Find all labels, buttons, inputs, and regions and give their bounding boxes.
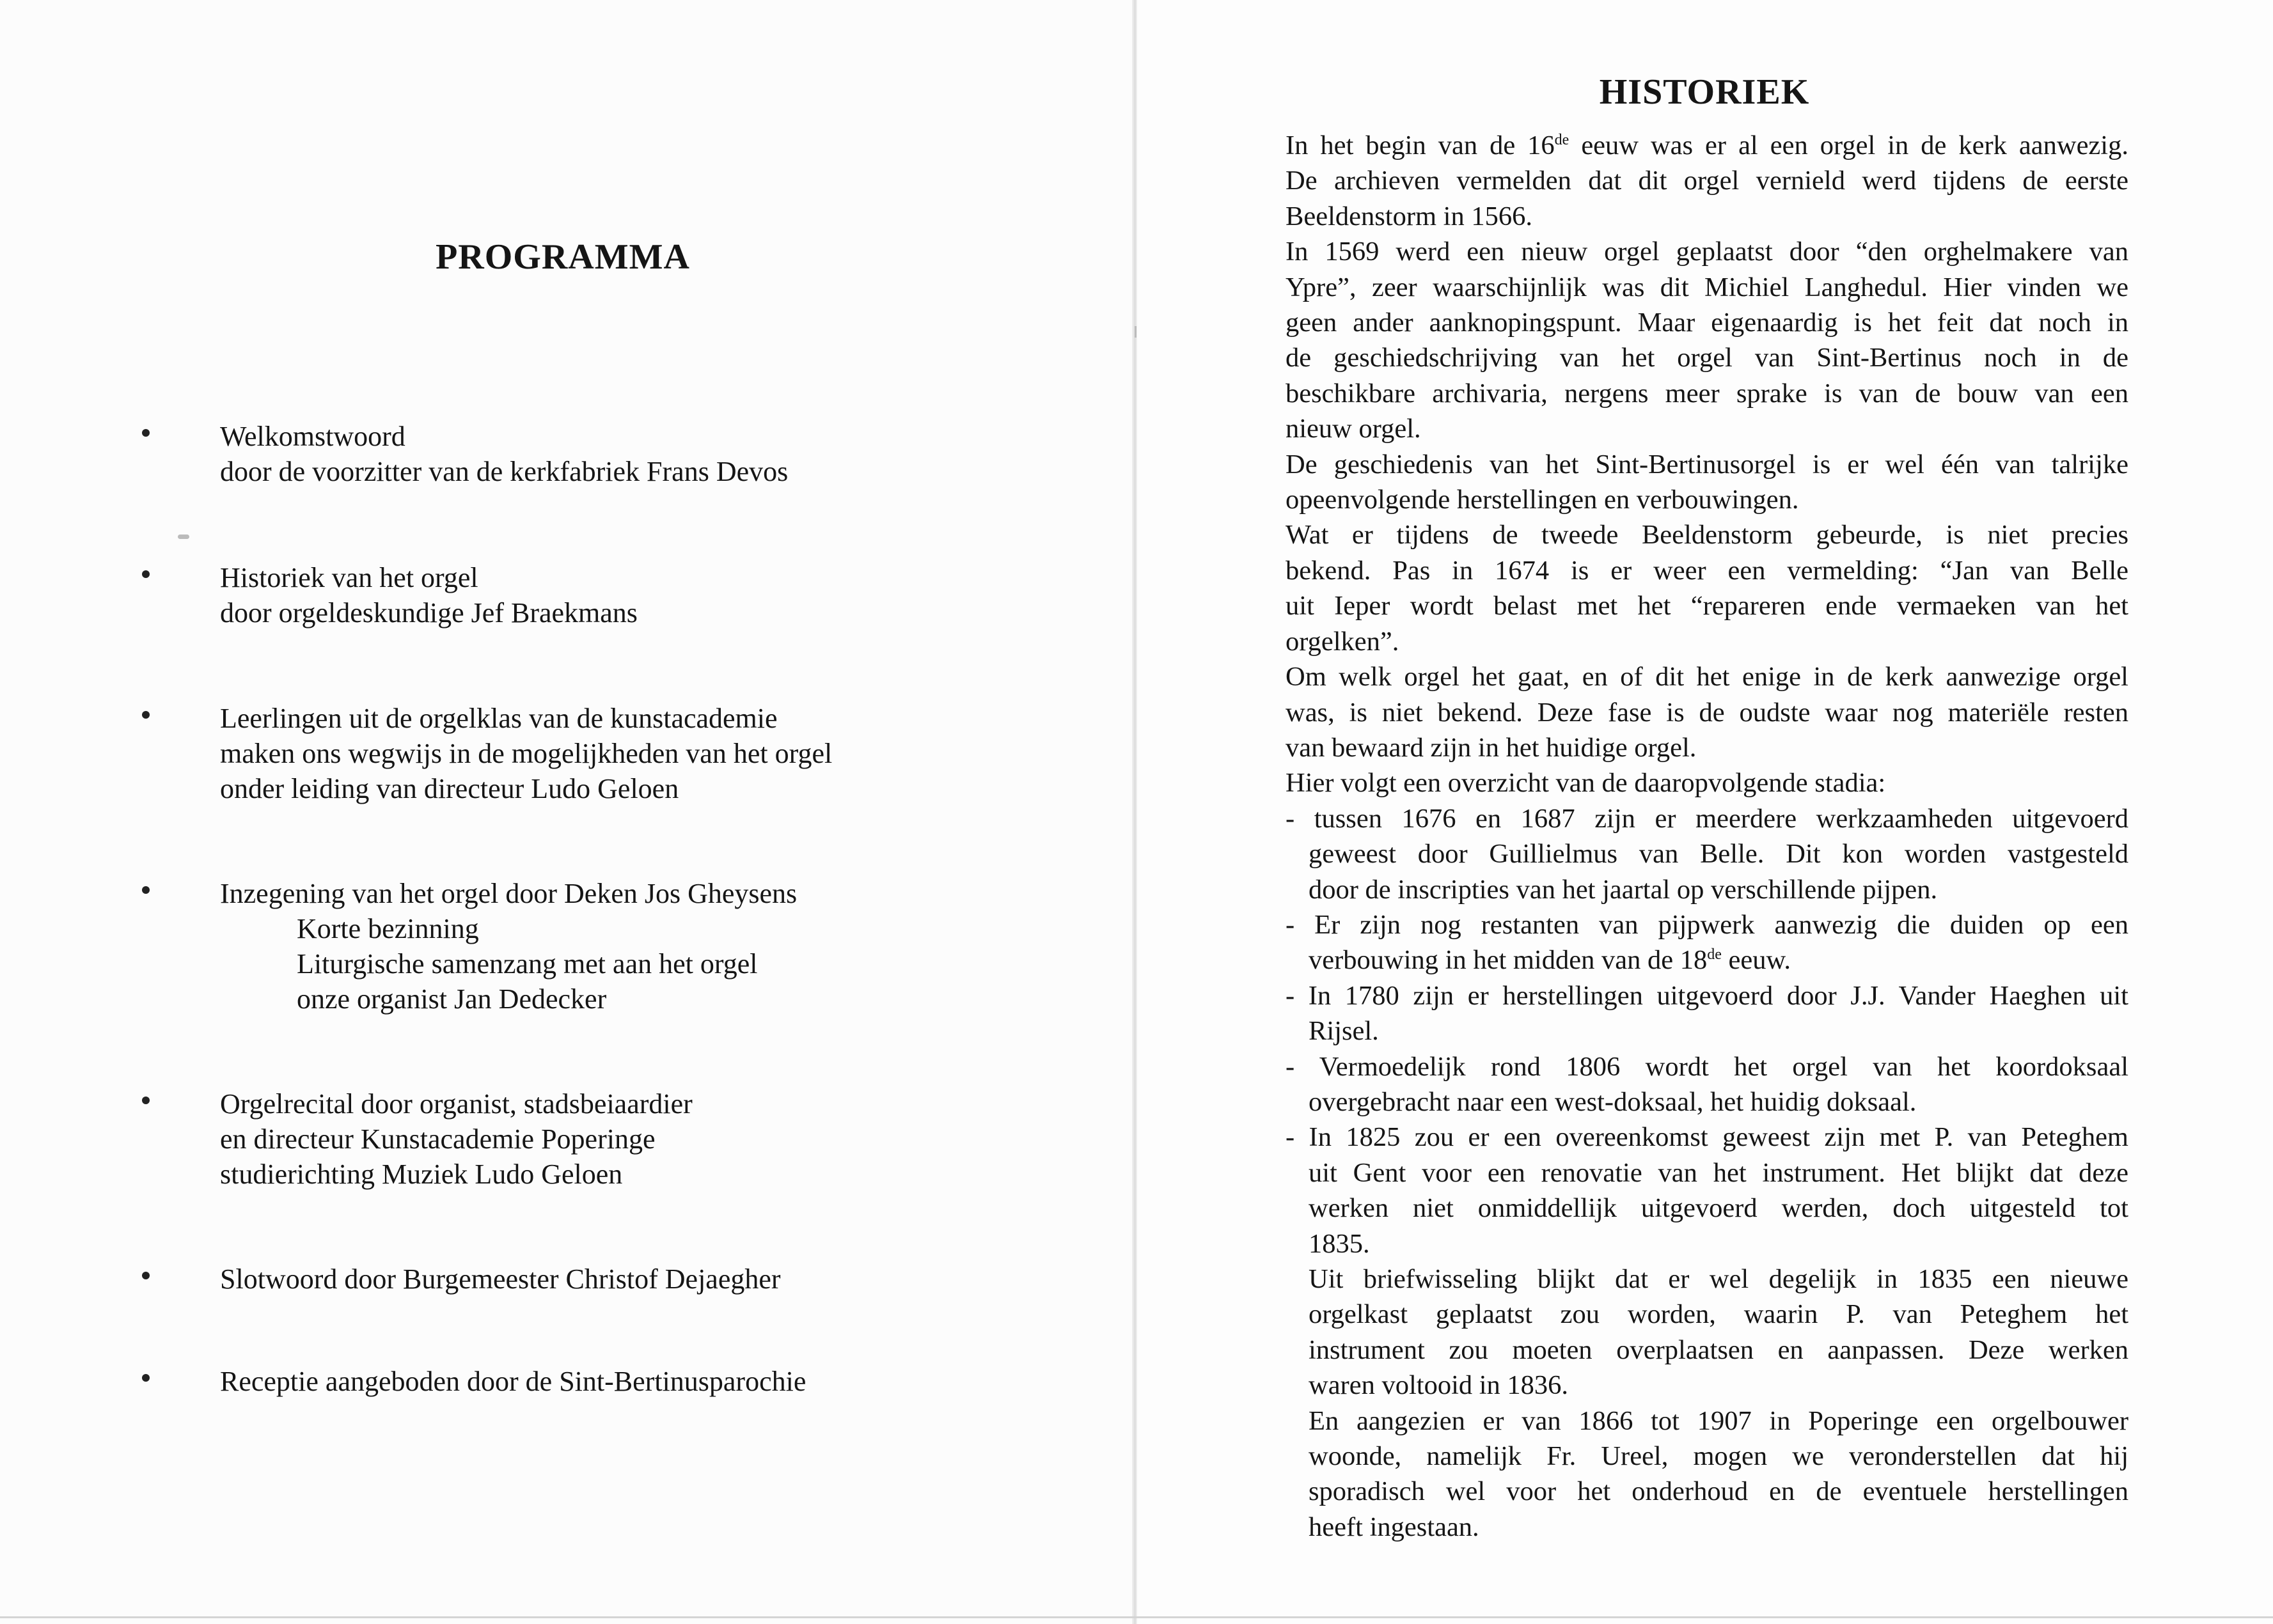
programma-item-line: onze organist Jan Dedecker (297, 983, 607, 1015)
bullet-icon (142, 1097, 150, 1104)
programma-item-welkomstwoord (142, 419, 1101, 489)
historiek-line: geweest door Guillielmus van Belle. Dit kon worden vastgesteld (1309, 839, 2128, 870)
historiek-line: 1835. (1309, 1228, 1370, 1259)
historiek-line: - Vermoedelijk rond 1806 wordt het orgel van het koordoksaal (1286, 1051, 2128, 1082)
historiek-line: bekend. Pas in 1674 is er weer een vermelding: “Jan van Belle (1286, 555, 2128, 586)
historiek-line: uit Gent voor een renovatie van het instrument. Het blijkt dat deze (1309, 1157, 2128, 1188)
programma-list (0, 0, 1132, 1624)
historiek-line: van bewaard zijn in het huidige orgel. (1286, 732, 1697, 763)
programma-item-line: en directeur Kunstacademie Poperinge (220, 1123, 656, 1155)
bullet-icon (142, 711, 150, 719)
historiek-line: instrument zou moeten overplaatsen en aanpassen. Deze werken (1309, 1334, 2128, 1365)
historiek-line: - In 1825 zou er een overeenkomst geweest zijn met P. van Peteghem (1286, 1122, 2128, 1153)
programma-item-line: door orgeldeskundige Jef Braekmans (220, 597, 638, 629)
programma-item-receptie (142, 1364, 1101, 1399)
programma-title: PROGRAMMA (436, 237, 690, 277)
historiek-line: beschikbare archivaria, nergens meer sprake is van de bouw van een (1286, 378, 2128, 409)
programma-item-orgelrecital (142, 1086, 1101, 1192)
programma-item-line: Inzegening van het orgel door Deken Jos Gheysens (220, 878, 798, 909)
historiek-line: de geschiedschrijving van het orgel van Sint-Bertinus noch in de (1286, 343, 2128, 373)
historiek-line: overgebracht naar een west-doksaal, het huidig doksaal. (1309, 1086, 1917, 1117)
historiek-line: Uit briefwisseling blijkt dat er wel degelijk in 1835 een nieuwe (1309, 1264, 2128, 1294)
programma-item-leerlingen (142, 701, 1101, 806)
historiek-line: uit Ieper wordt belast met het “repareren ende vermaeken van het (1286, 591, 2128, 621)
programma-item-historiek (142, 560, 1101, 630)
programma-item-line: onder leiding van directeur Ludo Geloen (220, 773, 679, 804)
programma-item-slotwoord (142, 1261, 1101, 1297)
historiek-line: heeft ingestaan. (1309, 1511, 1479, 1542)
historiek-line: Wat er tijdens de tweede Beeldenstorm gebeurde, is niet precies (1286, 520, 2128, 550)
historiek-line: nieuw orgel. (1286, 414, 1421, 444)
historiek-line: verbouwing in het midden van de 18de eeuw. (1309, 945, 1791, 976)
programma-item-line: Korte bezinning (297, 913, 479, 944)
historiek-line: Beeldenstorm in 1566. (1286, 201, 1532, 231)
historiek-line: waren voltooid in 1836. (1309, 1370, 1569, 1401)
bullet-icon (142, 570, 150, 578)
fold-speck (1135, 326, 1136, 338)
bullet-icon (142, 1272, 150, 1279)
bullet-icon (142, 886, 150, 894)
historiek-line: - In 1780 zijn er herstellingen uitgevoerd door J.J. Vander Haeghen uit (1286, 980, 2128, 1011)
programma-item-line: Receptie aangeboden door de Sint-Bertinusparochie (220, 1366, 806, 1397)
historiek-line: Ypre”, zeer waarschijnlijk was dit Michiel Langhedul. Hier vinden we (1286, 272, 2128, 302)
historiek-line: woonde, namelijk Fr. Ureel, mogen we veronderstellen dat hij (1309, 1441, 2128, 1472)
historiek-line: - Er zijn nog restanten van pijpwerk aanwezig die duiden op een (1286, 909, 2128, 940)
programma-item-line: maken ons wegwijs in de mogelijkheden van het orgel (220, 738, 833, 769)
page-fold (1132, 0, 1137, 1624)
historiek-line: werken niet onmiddellijk uitgevoerd werden, doch uitgesteld tot (1309, 1193, 2128, 1224)
historiek-line: Rijsel. (1309, 1016, 1379, 1047)
historiek-line: orgelken”. (1286, 626, 1399, 657)
left-page-programma (0, 0, 1132, 1624)
historiek-text (1286, 128, 2128, 1545)
programma-item-line: Welkomstwoord (220, 421, 405, 452)
programma-item-line: door de voorzitter van de kerkfabriek Frans Devos (220, 456, 789, 487)
historiek-line: In het begin van de 16de eeuw was er al een orgel in de kerk aanwezig. (1286, 130, 2128, 160)
historiek-line: De geschiedenis van het Sint-Bertinusorgel is er wel één van talrijke (1286, 449, 2128, 480)
historiek-title: HISTORIEK (1599, 72, 1810, 112)
bullet-icon (142, 429, 150, 437)
historiek-line: - tussen 1676 en 1687 zijn er meerdere werkzaamheden uitgevoerd (1286, 803, 2128, 834)
historiek-line: Hier volgt een overzicht van de daaropvolgende stadia: (1286, 768, 1886, 799)
programma-item-line: Historiek van het orgel (220, 562, 478, 593)
historiek-line: Om welk orgel het gaat, en of dit het enige in de kerk aanwezige orgel (1286, 662, 2128, 692)
programma-item-line: studierichting Muziek Ludo Geloen (220, 1159, 623, 1190)
historiek-line: door de inscripties van het jaartal op verschillende pijpen. (1309, 874, 1938, 905)
print-speck (178, 535, 189, 539)
programma-item-line: Orgelrecital door organist, stadsbeiaardier (220, 1088, 693, 1120)
historiek-line: En aangezien er van 1866 tot 1907 in Poperinge een orgelbouwer (1309, 1405, 2128, 1436)
programma-item-line: Slotwoord door Burgemeester Christof Dejaegher (220, 1263, 781, 1295)
historiek-line: sporadisch wel voor het onderhoud en de eventuele herstellingen (1309, 1476, 2128, 1507)
historiek-line: was, is niet bekend. Deze fase is de oudste waar nog materiële resten (1286, 697, 2128, 728)
historiek-line: opeenvolgende herstellingen en verbouwingen. (1286, 485, 1799, 515)
historiek-line: In 1569 werd een nieuw orgel geplaatst door “den orghelmakere van (1286, 237, 2128, 267)
historiek-line: geen ander aanknopingspunt. Maar eigenaardig is het feit dat noch in (1286, 308, 2128, 338)
programma-item-inzegening (142, 876, 1101, 1017)
historiek-line: De archieven vermelden dat dit orgel vernield werd tijdens de eerste (1286, 166, 2128, 196)
programma-item-line: Liturgische samenzang met aan het orgel (297, 948, 758, 980)
bullet-icon (142, 1374, 150, 1382)
programma-item-line: Leerlingen uit de orgelklas van de kunstacademie (220, 703, 778, 734)
page-bottom-edge (0, 1616, 2273, 1618)
historiek-line: orgelkast geplaatst zou worden, waarin P. van Peteghem het (1309, 1299, 2128, 1330)
